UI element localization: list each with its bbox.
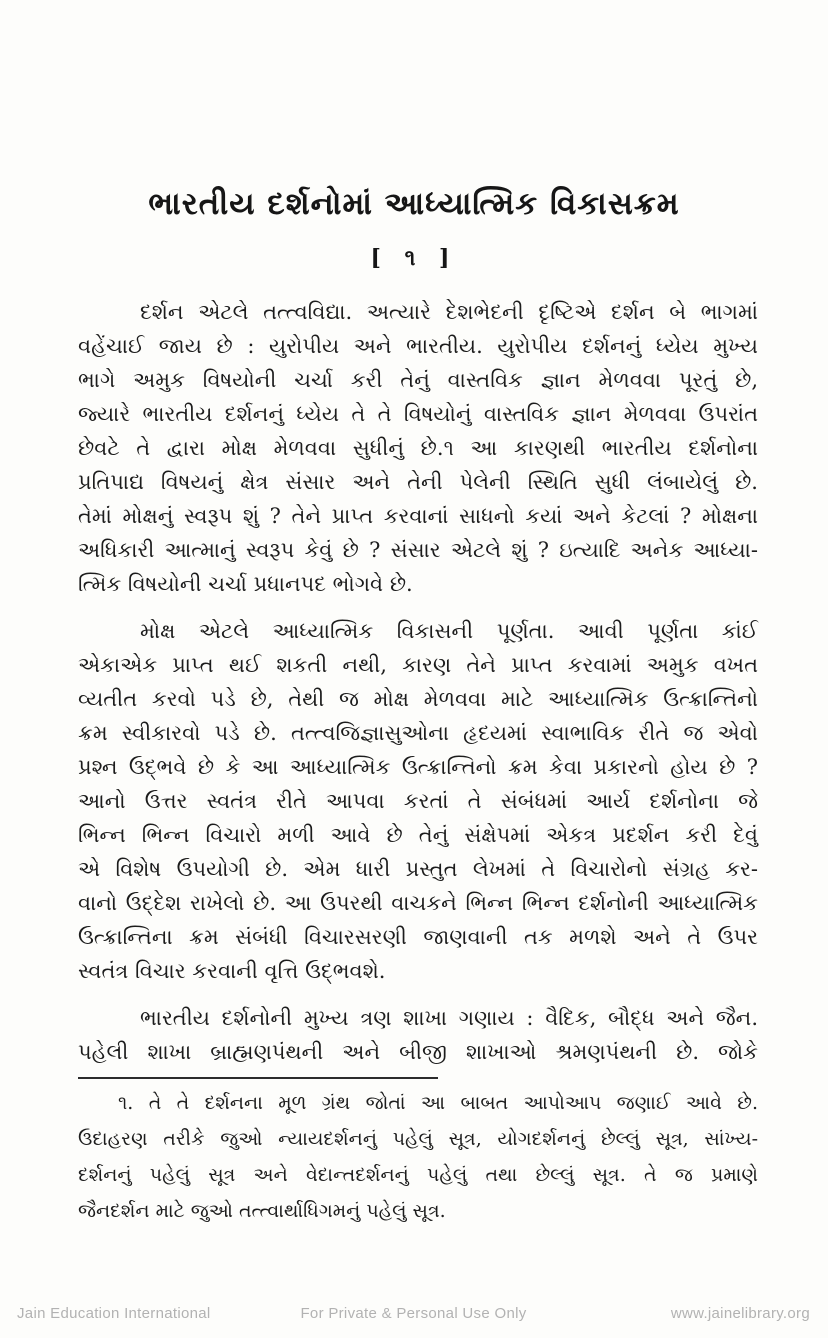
text-line: એ વિશેષ ઉપયોગી છે. એમ ધારી પ્રસ્તુત લેખમાં તે વિચારોનો સંગ્રહ કર- [78, 857, 758, 881]
text-line: એકાએક પ્રાપ્ત થઈ શકતી નથી, કારણ તેને પ્રાપ્ત કરવામાં અમુક વખત [78, 653, 758, 677]
footnote-line: ઉદાહરણ તરીકે જુઓ ન્યાયદર્શનનું પહેલું સૂત્ર, યોગદર્શનનું છેલ્લું સૂત્ર, સાંખ્ય- [78, 1128, 758, 1150]
footnote-line: દર્શનનું પહેલું સૂત્ર અને વેદાન્તદર્શનનું પહેલું તથા છેલ્લું સૂત્ર. તે જ પ્રમાણે [78, 1164, 758, 1186]
paragraph [78, 614, 758, 988]
footer-website-text: www.jainelibrary.org [670, 1305, 810, 1322]
text-line: અધિકારી આત્માનું સ્વરૂપ કેવું છે ? સંસાર એટલે શું ? ઇત્યાદિ અનેક આધ્યા- [78, 538, 758, 562]
page-title: ભારતીય દર્શનોમાં આધ્યાત્મિક વિકાસક્રમ [148, 186, 680, 222]
text-line: વહેંચાઈ જાય છે : યુરોપીય અને ભારતીય. યુરોપીય દર્શનનું ધ્યેય મુખ્ય [78, 334, 758, 358]
text-line: દર્શન એટલે તત્ત્વવિદ્યા. અત્યારે દેશભેદની દૃષ્ટિએ દર્શન બે ભાગમાં [140, 300, 758, 324]
text-line: ત્મિક વિષયોની ચર્ચા પ્રધાનપદ ભોગવે છે. [78, 572, 413, 596]
footnote-line: જૈનદર્શન માટે જુઓ તત્ત્વાર્થાધિગમનું પહેલું સૂત્ર. [78, 1200, 446, 1222]
text-line: તેમાં મોક્ષનું સ્વરૂપ શું ? તેને પ્રાપ્ત કરવાનાં સાધનો કયાં અને કેટલાં ? મોક્ષના [78, 504, 758, 528]
paragraph [78, 295, 758, 601]
text-line: ક્રમ સ્વીકારવો પડે છે. તત્ત્વજિજ્ઞાસુઓના હૃદયમાં સ્વાભાવિક રીતે જ એવો [78, 721, 758, 745]
text-line: ભાગે અમુક વિષયોની ચર્ચા કરી તેનું વાસ્તવિક જ્ઞાન મેળવવા પૂરતું છે, [78, 368, 758, 392]
text-line: વાનો ઉદ્દેશ રાખેલો છે. આ ઉપરથી વાચકને ભિન્ન ભિન્ન દર્શનોની આધ્યાત્મિક [78, 891, 758, 915]
text-line: મોક્ષ એટલે આધ્યાત્મિક વિકાસની પૂર્ણતા. આવી પૂર્ણતા કાંઈ [140, 619, 758, 643]
text-line: ભારતીય દર્શનોની મુખ્ય ત્રણ શાખા ગણાય : વૈદિક, બૌદ્ધ અને જૈન. [140, 1006, 758, 1030]
text-line: પ્રશ્ન ઉદ્ભવે છે કે આ આધ્યાત્મિક ઉત્ક્રાન્તિનો ક્રમ કેવા પ્રકારનો હોય છે ? [78, 755, 758, 779]
text-line: ઉત્ક્રાન્તિના ક્રમ સંબંધી વિચારસરણી જાણવાની તક મળશે અને તે ઉપર [78, 925, 758, 949]
text-line: સ્વતંત્ર વિચાર કરવાની વૃત્તિ ઉદ્ભવશે. [78, 959, 386, 983]
page-footer [17, 1305, 810, 1322]
footnote-line: ૧. તે તે દર્શનના મૂળ ગ્રંથ જોતાં આ બાબત આપોઆપ જણાઈ આવે છે. [118, 1092, 758, 1114]
footer-publisher-text: Jain Education International [17, 1305, 211, 1322]
text-line: ભિન્ન ભિન્ન વિચારો મળી આવે છે તેનું સંક્ષેપમાં એકત્ર પ્રદર્શન કરી દેવું [78, 823, 758, 847]
paragraph [78, 1001, 758, 1069]
text-line: વ્યતીત કરવો પડે છે, તેથી જ મોક્ષ મેળવવા માટે આધ્યાત્મિક ઉત્ક્રાન્તિનો [78, 687, 758, 711]
footer-usage-text: For Private & Personal Use Only [300, 1305, 527, 1322]
text-line: આનો ઉત્તર સ્વતંત્ર રીતે આપવા કરતાં તે સંબંધમાં આર્ય દર્શનોના જે [78, 789, 758, 813]
text-line: પ્રતિપાદ્ય વિષયનું ક્ષેત્ર સંસાર અને તેની પેલેની સ્થિતિ સુધી લંબાયેલું છે. [78, 470, 758, 494]
footnote [78, 1085, 758, 1229]
text-line: છેવટે તે દ્વારા મોક્ષ મેળવવા સુધીનું છે.૧ આ કારણથી ભારતીય દર્શનોના [78, 436, 758, 460]
footnote-separator [78, 1077, 438, 1079]
section-number: [ ૧ ] [370, 245, 458, 271]
text-line: જ્યારે ભારતીય દર્શનનું ધ્યેય તે તે વિષયોનું વાસ્તવિક જ્ઞાન મેળવવા ઉપરાંત [78, 402, 758, 426]
text-line: પહેલી શાખા બ્રાહ્મણપંથની અને બીજી શાખાઓ શ્રમણપંથની છે. જોકે [78, 1040, 758, 1064]
page-body [78, 295, 758, 1229]
